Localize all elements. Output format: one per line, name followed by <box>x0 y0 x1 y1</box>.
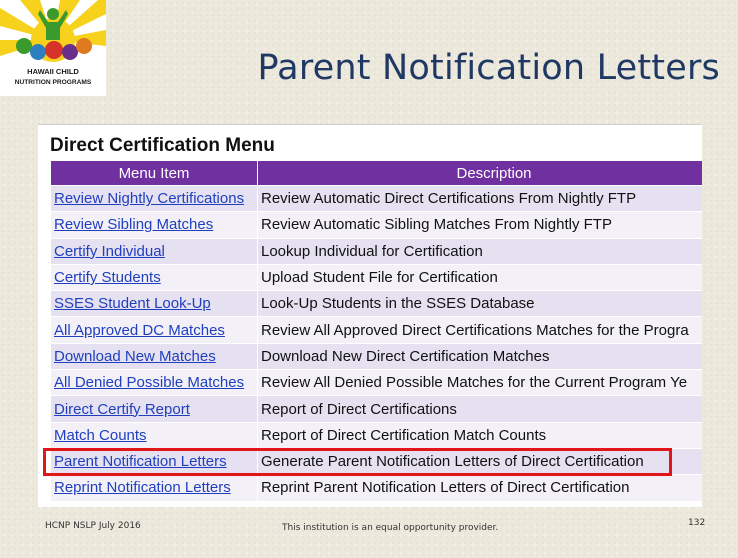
menu-item-description: Download New Direct Certification Matches <box>258 343 703 369</box>
menu-item-description: Generate Parent Notification Letters of Direct Certification <box>258 448 703 474</box>
menu-item-link[interactable]: Certify Individual <box>54 242 165 260</box>
column-header-menu-item: Menu Item <box>51 161 258 186</box>
menu-item-link[interactable]: All Denied Possible Matches <box>54 374 245 392</box>
table-row <box>51 212 703 238</box>
table-row <box>51 396 703 422</box>
column-header-description: Description <box>258 161 703 186</box>
svg-text:HAWAII CHILD: HAWAII CHILD <box>27 67 79 76</box>
table-row <box>51 238 703 264</box>
menu-item-link[interactable]: Direct Certify Report <box>54 400 190 418</box>
page-number: 132 <box>688 518 706 528</box>
menu-item-link[interactable]: Parent Notification Letters <box>54 453 227 471</box>
menu-item-link[interactable]: SSES Student Look-Up <box>54 295 211 313</box>
menu-heading: Direct Certification Menu <box>50 135 275 156</box>
menu-item-link[interactable]: All Approved DC Matches <box>54 321 225 339</box>
menu-item-cell <box>51 186 258 212</box>
menu-item-description: Report of Direct Certification Match Counts <box>258 422 703 448</box>
table-row <box>51 422 703 448</box>
menu-item-cell <box>51 396 258 422</box>
table-row <box>51 475 703 501</box>
table-row <box>51 370 703 396</box>
slide-title: Parent Notification Letters <box>257 48 720 88</box>
menu-item-cell <box>51 264 258 290</box>
menu-item-cell <box>51 238 258 264</box>
menu-item-description: Review All Denied Possible Matches for the Current Program Ye <box>258 370 703 396</box>
menu-item-link[interactable]: Review Sibling Matches <box>54 216 214 234</box>
footer-center: This institution is an equal opportunity provider. <box>282 523 499 533</box>
table-row <box>51 264 703 290</box>
highlight-box <box>43 448 672 476</box>
menu-item-cell <box>51 422 258 448</box>
menu-item-cell <box>51 317 258 343</box>
table-row <box>51 343 703 369</box>
menu-item-cell <box>51 370 258 396</box>
table-row <box>51 317 703 343</box>
menu-item-cell <box>51 343 258 369</box>
menu-item-description: Reprint Parent Notification Letters of Direct Certification <box>258 475 703 501</box>
footer-left: HCNP NSLP July 2016 <box>45 521 141 531</box>
table-row <box>51 186 703 212</box>
menu-item-description: Upload Student File for Certification <box>258 264 703 290</box>
menu-item-description: Review Automatic Direct Certifications From Nightly FTP <box>258 186 703 212</box>
menu-item-description: Look-Up Students in the SSES Database <box>258 291 703 317</box>
menu-item-link[interactable]: Certify Students <box>54 269 161 287</box>
menu-item-description: Review Automatic Sibling Matches From Nightly FTP <box>258 212 703 238</box>
menu-item-link[interactable]: Download New Matches <box>54 347 216 365</box>
menu-item-link[interactable]: Reprint Notification Letters <box>54 479 231 497</box>
menu-item-description: Review All Approved Direct Certifications Matches for the Progra <box>258 317 703 343</box>
menu-item-description: Report of Direct Certifications <box>258 396 703 422</box>
menu-item-description: Lookup Individual for Certification <box>258 238 703 264</box>
menu-item-link[interactable]: Match Counts <box>54 426 147 444</box>
table-row <box>51 291 703 317</box>
svg-text:NUTRITION PROGRAMS: NUTRITION PROGRAMS <box>14 79 92 86</box>
menu-item-cell <box>51 475 258 501</box>
menu-item-link[interactable]: Review Nightly Certifications <box>54 190 245 208</box>
menu-item-cell <box>51 291 258 317</box>
menu-item-cell <box>51 212 258 238</box>
hawaii-child-nutrition-logo <box>0 0 106 96</box>
